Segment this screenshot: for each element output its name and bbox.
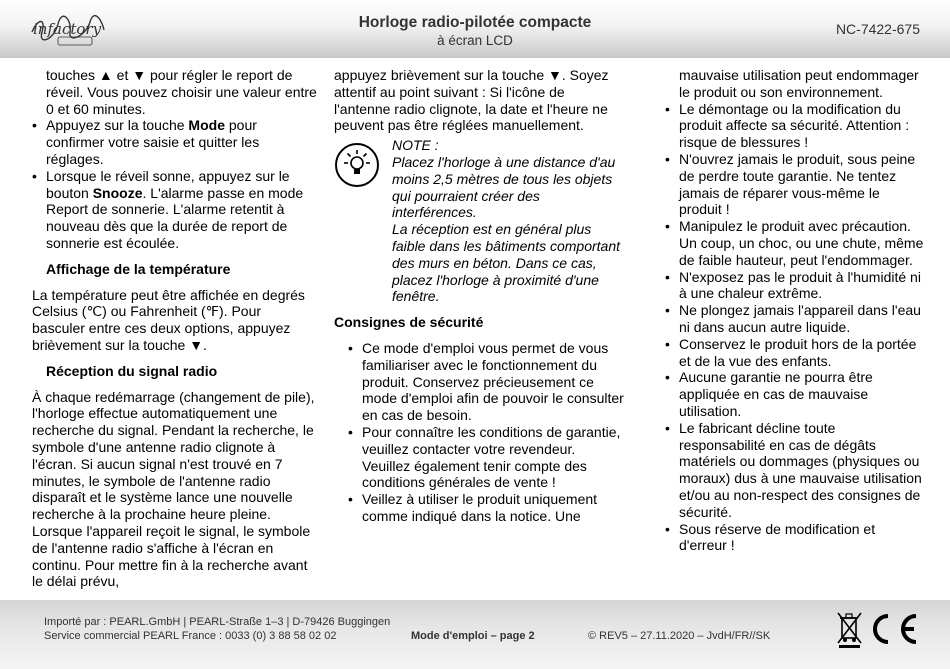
revision-info: © REV5 – 27.11.2020 – JvdH/FR//SK (588, 630, 771, 642)
radio-signal-paragraph: À chaque redémarrage (changement de pile), l'horloge effectue automatiquement une recherche du signal. Pendant la recherche, le symbole d'une antenne radio clignote à l'écran. Si aucun signal n'est trouvé en 7 minutes, le symbole de l'antenne radio disparaît et le système lance une nouvelle recherche à la prochaine heure pleine. Lorsque l'appareil reçoit le signal, le symbole de l'antenne radio s'affiche à l'écran en continu. Pour mettre fin à la recherche avant le délai prévu, (32, 388, 315, 590)
crossed-bin-icon (838, 613, 861, 648)
list-item-text: Appuyez sur la touche (46, 117, 189, 134)
safety-list (334, 340, 624, 525)
section-heading-temperature: Affichage de la température (46, 260, 231, 277)
list-item: • Pour connaître les conditions de garantie, veuillez contacter votre revendeur. Veuillez également tenir compte des conditions générales de vente ! (334, 424, 624, 491)
list-item: • N'ouvrez jamais le produit, sous peine de perdre toute garantie. Ne tentez jamais de réparer vous-même le produit ! (665, 151, 925, 218)
safety-continued: mauvaise utilisation peut endommager le produit ou son environnement. (679, 67, 919, 100)
importer-info: Importé par : PEARL.GmbH | PEARL-Straße 1–3 | D-79426 Buggingen (44, 616, 391, 628)
lightbulb-icon (334, 142, 380, 188)
note-label: NOTE : (392, 137, 439, 154)
list-item: • Ce mode d'emploi vous permet de vous familiariser avec le fonctionnement du produit. Conservez précieusement ce mode d'emploi afin de pouvoir le consulter en cas de besoin. (334, 340, 624, 424)
ce-mark-icon (875, 616, 916, 642)
list-item: • Sous réserve de modification et d'erreur ! (665, 521, 925, 555)
column-left (32, 67, 317, 590)
column-right (665, 67, 925, 554)
list-item-text: pour confirmer votre saisie et quitter les réglages. (46, 117, 260, 167)
snooze-key-label: Snooze (92, 184, 143, 201)
page-footer (0, 600, 950, 669)
temperature-paragraph: La température peut être affichée en degrés Celsius (℃) ou Fahrenheit (℉). Pour basculer entre ces deux options, appuyez brièvement sur la touche ▼. (32, 286, 305, 353)
compliance-marks (836, 609, 920, 649)
service-info: Service commercial PEARL France : 0033 (0) 3 88 58 02 02 (44, 630, 337, 642)
snooze-setting-continued: touches ▲ et ▼ pour régler le report de réveil. Vous pouvez choisir une valeur entre 0 et 60 minutes. (46, 67, 317, 117)
logo-text: infactory (33, 20, 102, 38)
list-item: • Veillez à utiliser le produit uniquement comme indiqué dans la notice. Une (334, 491, 624, 525)
list-item (32, 117, 317, 167)
list-item: • Aucune garantie ne pourra être appliquée en cas de mauvaise utilisation. (665, 369, 925, 419)
list-item-text: . L'alarme passe en mode Report de sonnerie. L'alarme retentit à nouveau dès que la durée de report de sonnerie est écoulée. (46, 184, 304, 251)
section-heading-radio-signal: Réception du signal radio (46, 362, 218, 379)
product-code: NC-7422-675 (835, 21, 920, 37)
page-header (0, 0, 950, 58)
mode-key-label: Mode (188, 117, 225, 134)
list-item: • N'exposez pas le produit à l'humidité ni à une chaleur extrême. (665, 269, 925, 303)
note-paragraph: Placez l'horloge à une distance d'au moins 2,5 mètres de tous les objets qui pourraient créer des interférences. (392, 153, 616, 221)
note-paragraph: La réception est en général plus faible dans les bâtiments comportant des murs en béton. Dans ce cas, placez l'horloge à proximité d'une fenêtre. (392, 221, 621, 305)
list-item-text: Lorsque le réveil sonne, appuyez sur le bouton (46, 167, 290, 201)
list-item: • Le démontage ou la modification du produit affecte sa sécurité. Attention : risque de blessures ! (665, 101, 925, 151)
list-item: • Manipulez le produit avec précaution. Un coup, un choc, ou une chute, même de faible hauteur, peut l'endommager. (665, 218, 925, 268)
list-item: • Le fabricant décline toute responsabilité en cas de dégâts matériels ou dommages (physiques ou moraux) dus à une mauvaise utilisation et/ou au non-respect des consignes de sécurité. (665, 420, 925, 521)
section-heading-safety: Consignes de sécurité (334, 314, 484, 331)
document-title: Horloge radio-pilotée compacte (358, 14, 592, 31)
document-subtitle: à écran LCD (437, 33, 513, 48)
list-item (32, 168, 317, 252)
settings-list (32, 117, 317, 251)
list-item: • Ne plongez jamais l'appareil dans l'eau ni dans aucun autre liquide. (665, 302, 925, 336)
safety-list-continued (665, 101, 925, 555)
list-item: • Conservez le produit hors de la portée et de la vue des enfants. (665, 336, 925, 370)
page-number: Mode d'emploi – page 2 (411, 630, 535, 642)
column-middle (334, 67, 624, 525)
note-box (334, 137, 624, 305)
radio-signal-continued: appuyez brièvement sur la touche ▼. Soyez attentif au point suivant : Si l'icône de l'antenne radio clignote, la date et l'heure ne peuvent pas être réglées manuellement. (334, 67, 609, 134)
